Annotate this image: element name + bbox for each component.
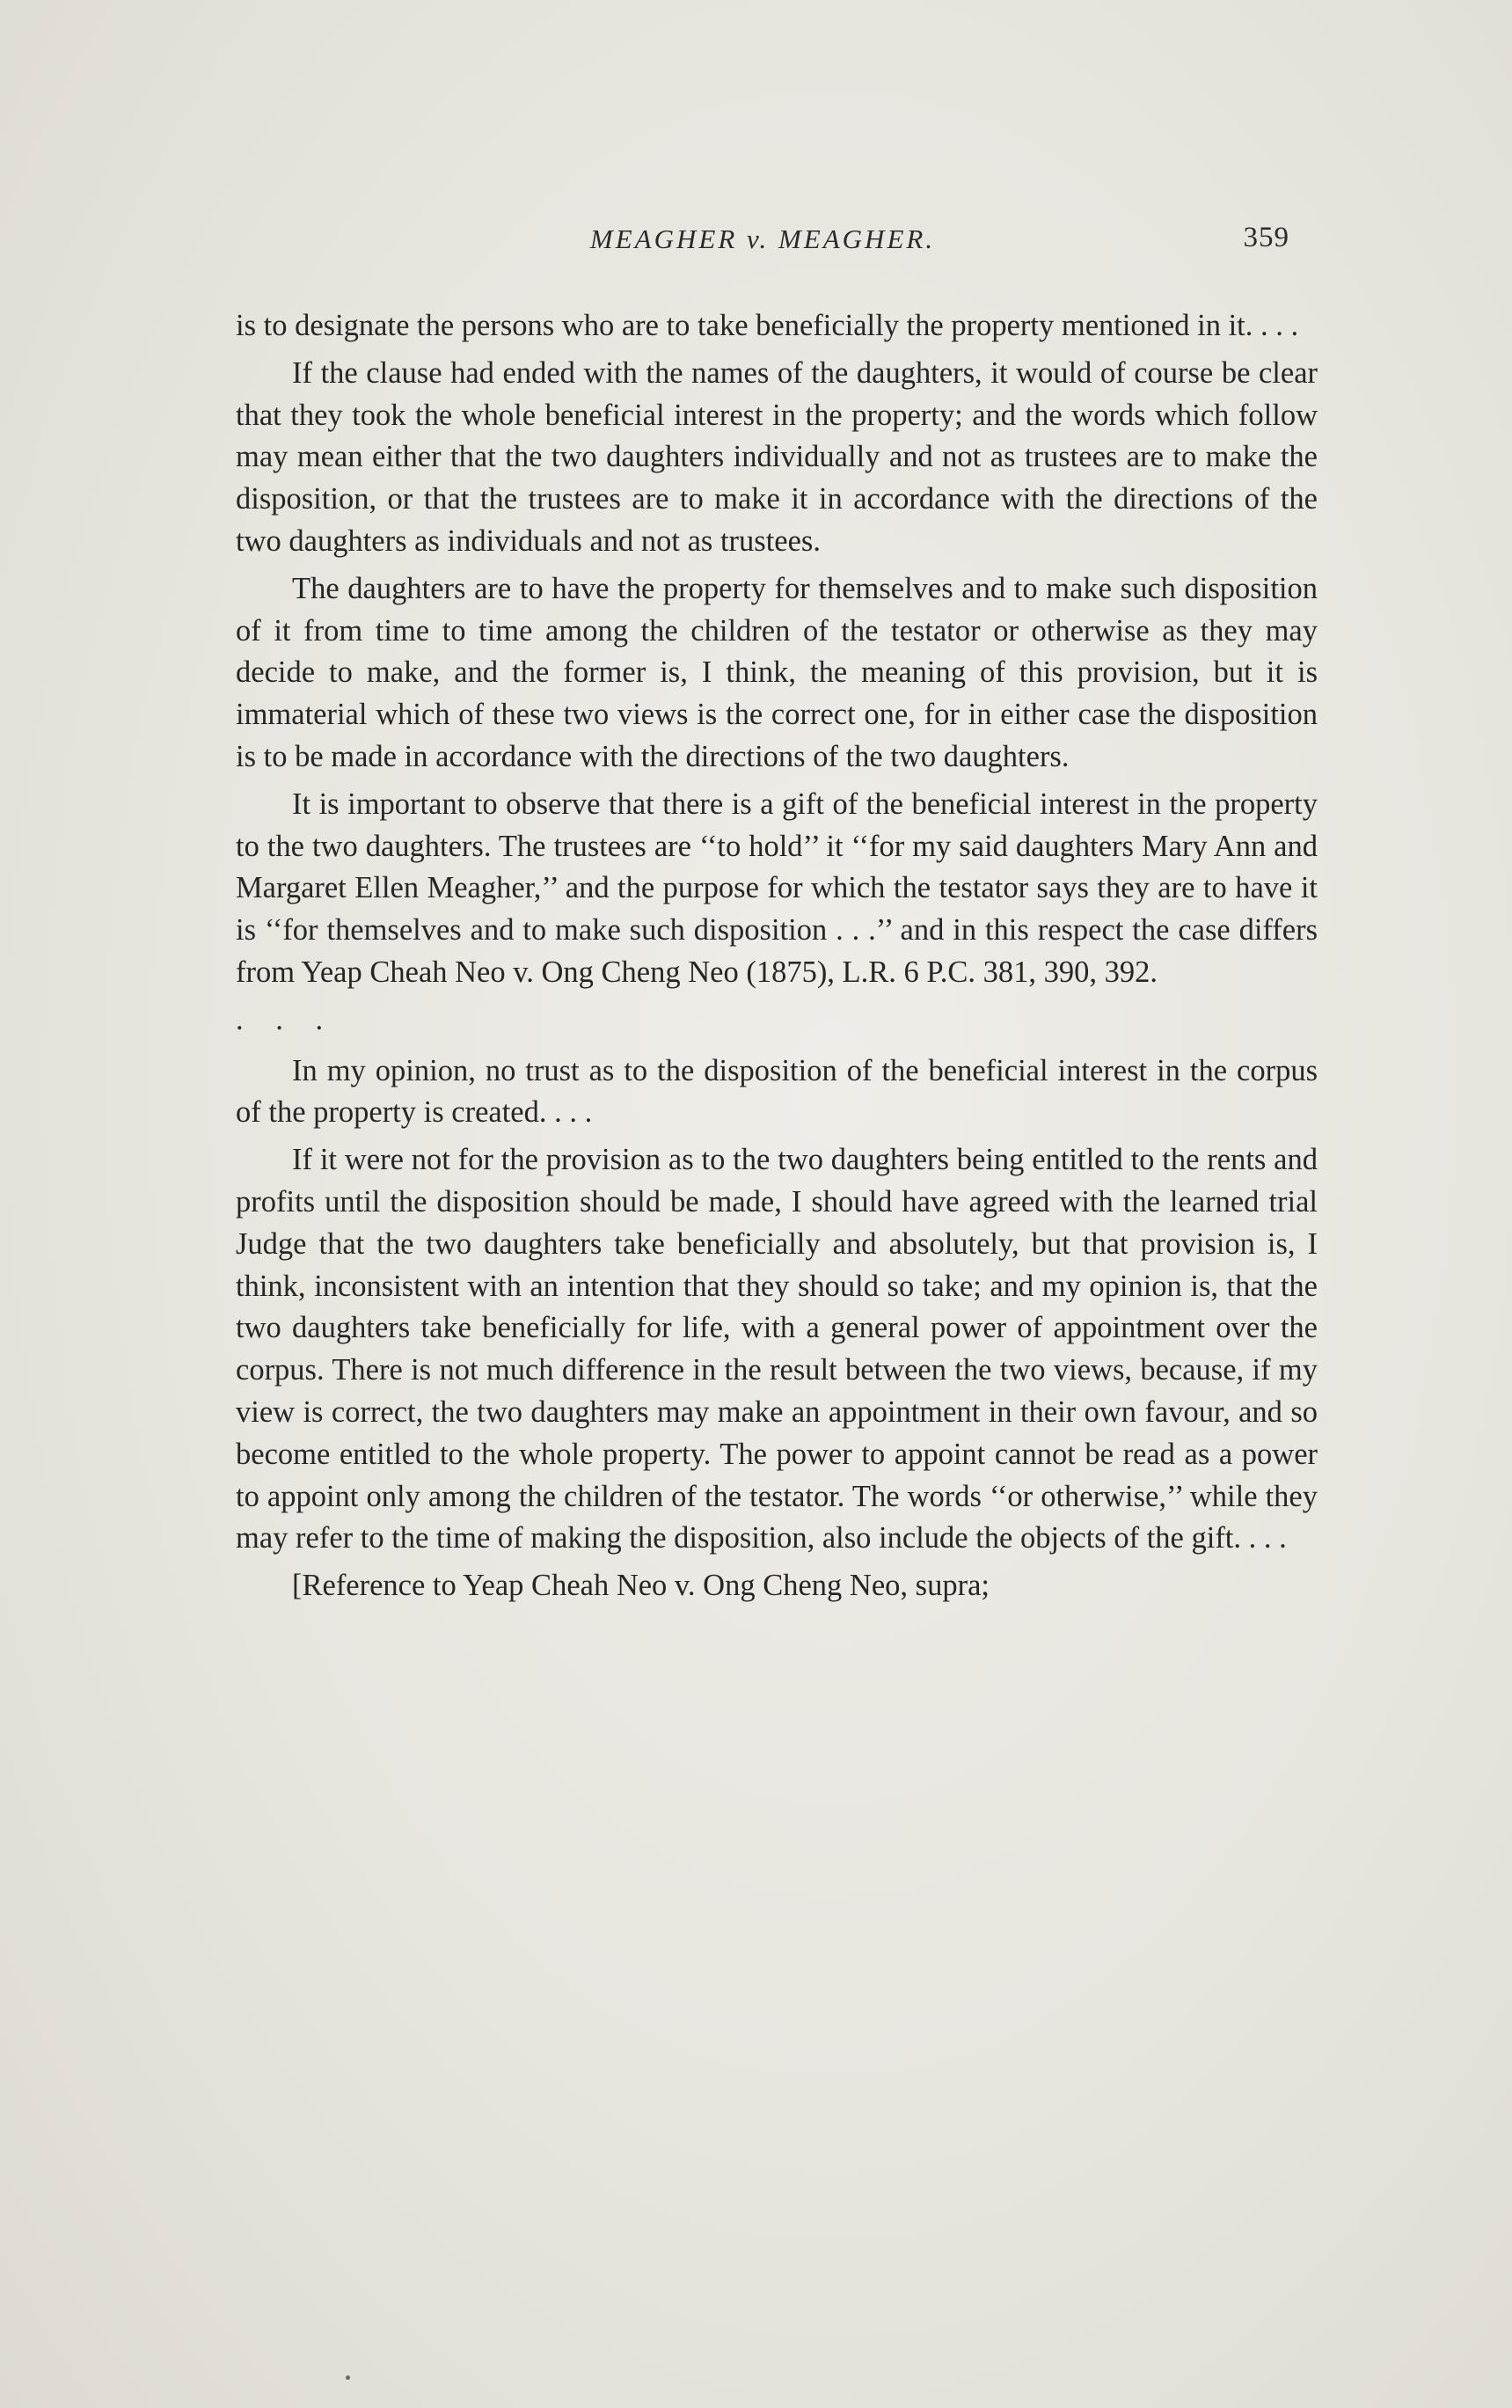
paragraph-6: If it were not for the provision as to the two daughters being entitled to the rents and profits until the disposition should be made, I should have agreed with the learned trial Judge that the two daughters take beneficially and absolutely, but that provision is, I think, inconsistent with an intention that they should so take; and my opinion is, that the two daughters take beneficially for life, with a general power of appointment over the corpus. There is not much difference in the result between the two views, because, if my view is correct, the two daughters may make an appointment in their own favour, and so become entitled to the whole property. The power to appoint cannot be read as a power to appoint only among the children of the testator. The words ‘‘or otherwise,’’ while they may refer to the time of making the disposition, also include the objects of the gift. . . . <box>236 1143 1318 1555</box>
running-title: MEAGHER v. MEAGHER. <box>589 223 936 254</box>
paragraph-1: is to designate the persons who are to take beneficially the property mentioned in it. . . . <box>236 309 1299 342</box>
paragraph-2: If the clause had ended with the names of the daughters, it would of course be clear that they took the whole beneficial interest in the property; and the words which follow may mean either that the two daughters individually and not as trustees are to make the disposition, or that the trustees are to make it in accordance with the directions of the two daughters as individuals and not as trustees. <box>236 355 1318 558</box>
page-header <box>236 218 1289 262</box>
paragraph-3: The daughters are to have the property for themselves and to make such disposition of it from time to time among the children of the testator or otherwise as they may decide to make, and the former is, I think, the meaning of this provision, but it is immaterial which of these two views is the correct one, for in either case the disposition is to be made in accordance with the directions of the two daughters. <box>236 571 1318 773</box>
page-number: 359 <box>1243 222 1289 253</box>
body-text <box>236 305 1318 1613</box>
paper-speck <box>346 2375 350 2380</box>
ellipsis-line: . . . <box>236 1002 336 1036</box>
paragraph-4: It is important to observe that there is a gift of the beneficial interest in the property to the two daughters. The trustees are ‘‘to hold’’ it ‘‘for my said daughters Mary Ann and Margaret Ellen Meagher,’’ and the purpose for which the testator says they are to have it is ‘‘for themselves and to make such disposition . . .’’ and in this respect the case differs from Yeap Cheah Neo v. Ong Cheng Neo (1875), L.R. 6 P.C. 381, 390, 392. <box>236 787 1318 989</box>
paragraph-5: In my opinion, no trust as to the disposition of the beneficial interest in the corpus of the property is created. . . . <box>236 1053 1318 1130</box>
paragraph-7: [Reference to Yeap Cheah Neo v. Ong Cheng Neo, supra; <box>292 1569 990 1603</box>
